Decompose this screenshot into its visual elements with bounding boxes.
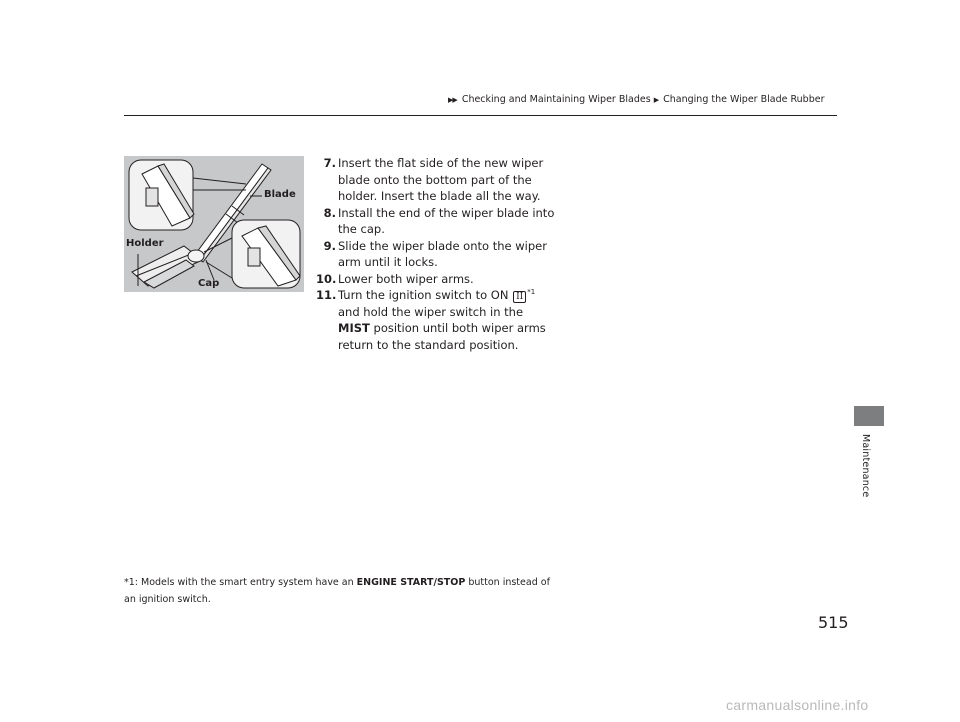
wiper-blade-illustration	[124, 156, 304, 292]
watermark[interactable]: carmanualsonline.info	[726, 697, 869, 713]
section-tab[interactable]	[854, 406, 884, 426]
breadcrumb-separator-icon: ▶	[653, 96, 659, 104]
step-number: 11.	[316, 288, 337, 302]
step-8	[316, 205, 556, 238]
step-7	[316, 155, 556, 205]
footnote-ref-link[interactable]: *1	[527, 288, 536, 297]
step-text: Insert the flat side of the new wiper blade onto the bottom part of the holder. Insert the blade all the way.	[338, 156, 544, 203]
breadcrumb	[448, 94, 824, 105]
step-number: 10.	[316, 271, 337, 286]
holder-label: Holder	[126, 238, 164, 249]
breadcrumb-marker-icon: ▶▶	[448, 96, 457, 104]
step-10	[316, 271, 556, 288]
section-label: Maintenance	[860, 434, 871, 498]
footnote-emphasis: ENGINE START/STOP	[356, 577, 466, 588]
step-9	[316, 238, 556, 271]
step-text-after: position until both wiper arms return to the standard position.	[338, 321, 546, 352]
instruction-steps	[316, 155, 556, 353]
step-number: 7.	[323, 156, 336, 170]
step-text-middle: and hold the wiper switch in the	[338, 304, 524, 319]
step-11	[316, 287, 556, 353]
footnote	[124, 574, 564, 608]
ignition-position-icon: II	[513, 291, 526, 303]
breadcrumb-subsection[interactable]: Changing the Wiper Blade Rubber	[663, 94, 825, 105]
breadcrumb-section[interactable]: Checking and Maintaining Wiper Blades	[461, 94, 651, 105]
blade-label: Blade	[264, 189, 296, 200]
wiper-blade-drawing	[124, 156, 304, 292]
step-number: 8.	[323, 205, 336, 220]
step-text: Install the end of the wiper blade into the cap.	[338, 205, 555, 236]
step-text: Slide the wiper blade onto the wiper arm until it locks.	[338, 238, 547, 269]
step-text-before: Turn the ignition switch to ON	[338, 288, 513, 302]
footnote-prefix: *1: Models with the smart entry system have an	[124, 577, 357, 588]
header-rule	[124, 115, 837, 116]
mist-position: MIST	[338, 321, 370, 335]
cap-label: Cap	[198, 278, 220, 289]
step-number: 9.	[323, 238, 336, 253]
page-number: 515	[818, 613, 849, 632]
step-text: Lower both wiper arms.	[338, 271, 474, 286]
footnote-suffix: button instead of an ignition switch.	[124, 577, 550, 605]
